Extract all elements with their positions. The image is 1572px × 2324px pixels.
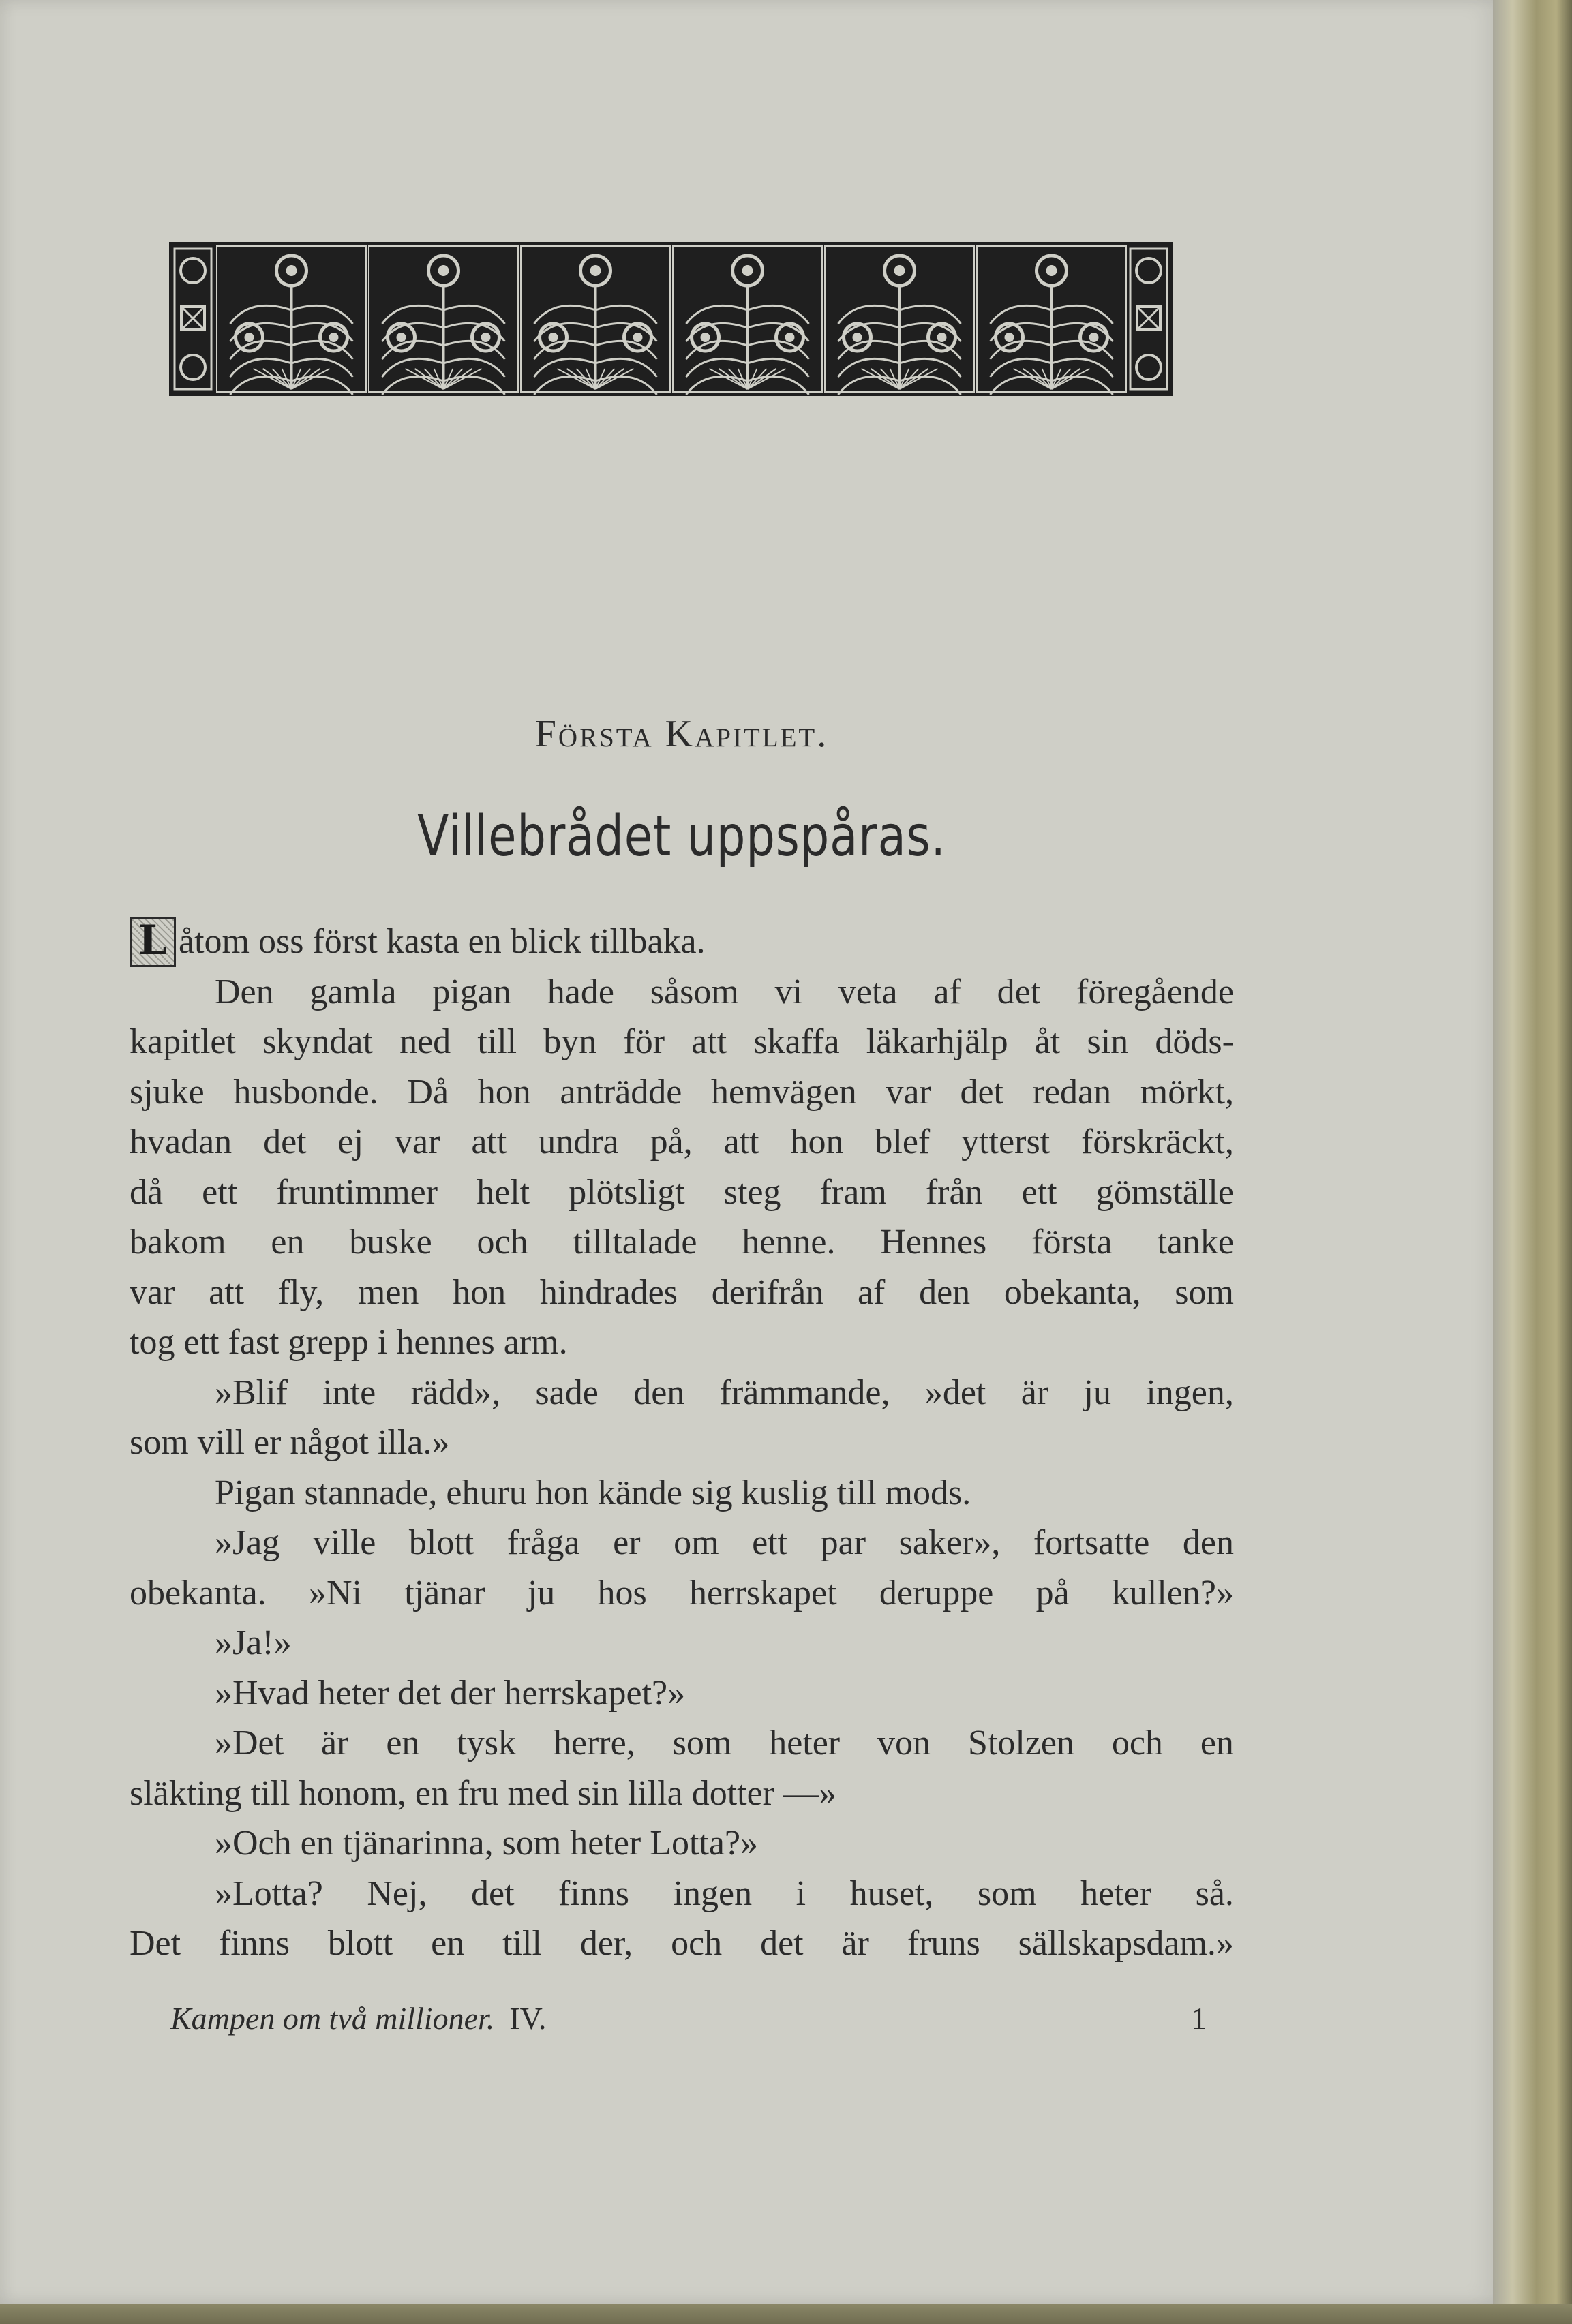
text-line: »Lotta? Nej, det finns ingen i huset, som heter så. <box>215 1874 1234 1913</box>
text-line: obekanta. »Ni tjänar ju hos herrskapet deruppe på kullen?» <box>130 1573 1234 1612</box>
floral-ornament-band <box>169 242 1173 396</box>
text-line: »Hvad heter det der herrskapet?» <box>215 1673 686 1713</box>
chapter-title: Villebrådet uppspåras. <box>417 804 946 869</box>
text-line: då ett fruntimmer helt plötsligt steg fram från ett gömställe <box>130 1172 1234 1212</box>
chapter-label: Första Kapitlet. <box>534 713 829 755</box>
text-line: »Det är en tysk herre, som heter von Stolzen och en <box>215 1724 1234 1762</box>
text-line-first <box>130 917 1234 967</box>
text-line: sjuke husbonde. Då hon anträdde hemvägen var det redan mörkt, <box>130 1072 1234 1112</box>
text-line: kapitlet skyndat ned till byn för att skaffa läkarhjälp åt sin döds- <box>130 1022 1234 1061</box>
page-footer <box>170 2000 1207 2036</box>
body-text <box>130 917 1234 1969</box>
text-line: tog ett fast grepp i hennes arm. <box>130 1323 568 1362</box>
bottom-edge <box>0 2304 1572 2324</box>
text-line: som vill er något illa.» <box>130 1423 450 1462</box>
text-line: »Ja!» <box>215 1623 292 1662</box>
text-line: »Jag ville blott fråga er om ett par saker», fortsatte den <box>215 1523 1234 1562</box>
first-line-text: åtom oss först kasta en blick tillbaka. <box>179 922 706 961</box>
text-line: hvadan det ej var att undra på, att hon blef ytterst förskräckt, <box>130 1122 1234 1161</box>
volume-number: IV. <box>509 2001 547 2036</box>
book-title: Kampen om två millioner. <box>170 2001 495 2036</box>
text-line: bakom en buske och tilltalade henne. Hennes första tanke <box>130 1223 1234 1262</box>
text-line: Det finns blott en till der, och det är fruns sällskapsdam.» <box>130 1924 1234 1963</box>
text-line: »Och en tjänarinna, som heter Lotta?» <box>215 1824 759 1863</box>
drop-cap: L <box>130 917 176 967</box>
text-line: »Blif inte rädd», sade den främmande, »det är ju ingen, <box>215 1373 1234 1412</box>
signature-mark: 1 <box>1191 2001 1207 2036</box>
text-line: var att fly, men hon hindrades derifrån af den obekanta, som <box>130 1272 1234 1312</box>
text-line: Den gamla pigan hade såsom vi veta af det föregående <box>215 972 1234 1011</box>
text-line: Pigan stannade, ehuru hon kände sig kuslig till mods. <box>215 1473 971 1512</box>
page-edge <box>1493 0 1572 2324</box>
text-line: släkting till honom, en fru med sin lilla dotter —» <box>130 1773 836 1813</box>
